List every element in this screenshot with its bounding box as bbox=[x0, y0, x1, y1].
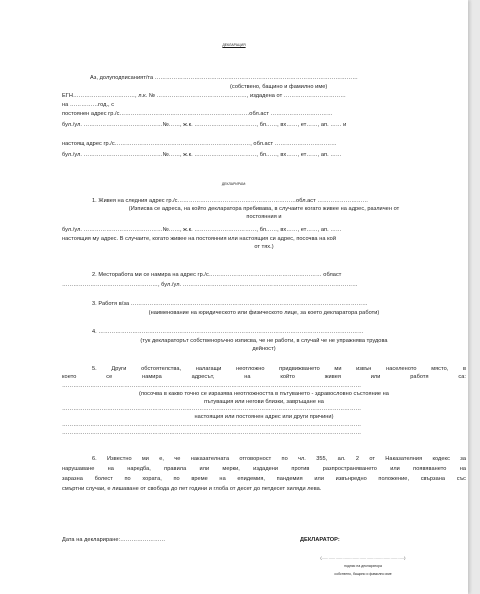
item6-line3: заразна болест по хората, по време на епидемия, пандемия или извънредно положение, свързана със bbox=[62, 476, 466, 482]
item3-employer-line: 3. Работя в/за ……………………………………………………………………………………………………………… bbox=[92, 301, 368, 307]
permanent-street-line: бул./ул. ……………………………………№……, ж.к. ……………………………, бл……, вх……, ет……, ап. …… и bbox=[62, 122, 347, 128]
item2-street-line: ……………………………………………, бул./ул. ………………………………………………………………………………… bbox=[62, 282, 358, 288]
item3-caption: (наименование на юридическото или физическото лице, за което декларатора работи) bbox=[148, 310, 380, 316]
item4-line: 4. …………………………………………………………………………………………………………………………… bbox=[92, 329, 364, 335]
item1-address-line: 1. Живея на следния адрес гр./с………………………………………………………обл.аст ……………………… bbox=[92, 198, 369, 204]
item1-street-line: бул./ул. ……………………………………№……, ж.к. ……………………………, бл……, вх……, ет……, ап. …… bbox=[62, 227, 342, 233]
declarant-name-caption: (собствено, бащино и фамилно име) bbox=[230, 84, 328, 90]
item5-dots3: …………………………………………………………………………………………………………………………………………… bbox=[62, 422, 362, 428]
current-street-line: бул./ул. ……………………………………№……, ж.к. ……………………………, бл……, вх……, ет……, ап. …… bbox=[62, 152, 342, 158]
document-title: ДЕКЛАРАЦИЯ bbox=[222, 43, 246, 47]
signature-caption-1: подпис на декларатора bbox=[344, 564, 382, 568]
signature-caption-2: собствено, бащино и фамилно име bbox=[334, 572, 392, 576]
item5-dots2: …………………………………………………………………………………………………………………………………………… bbox=[62, 406, 362, 412]
item5-caption-line2: пътуващия или негови близки, завръщане на bbox=[204, 399, 324, 405]
item4-caption-line1: (тук деклараторът собственоръчно изписва, че не работи, в случай че не упражнява трудова bbox=[140, 338, 388, 344]
item5-dots4: …………………………………………………………………………………………………………………………………………… bbox=[62, 430, 362, 436]
item1-note-line1: (Изписва се адреса, на който декларатора пребивава, в случаите когато живее на адрес, различен от bbox=[128, 206, 400, 212]
signature-line: (………………………………………………………………) bbox=[320, 556, 406, 560]
item6-line2: нарушаване на наредба, правила или мерки, издадени против разпространяването или появяването на bbox=[62, 466, 466, 472]
item6-line1: 6. Известно ми е, че наказателната отговорност по чл. 355, ал. 2 от Наказателния кодекс за bbox=[92, 456, 466, 462]
item1-note-line2: постоянния и bbox=[246, 214, 282, 220]
item2-workplace-line: 2. Месторабота ми се намира на адрес гр./с…………………………………………………… област bbox=[92, 272, 342, 278]
declaration-date: Дата на деклариране:…………………… bbox=[62, 537, 166, 543]
permanent-address-line: постоянен адрес гр./с……………………………………………………………обл.аст …………………………… bbox=[62, 111, 333, 117]
current-address-line: настоящ адрес гр./с………………………………………………………………, обл.аст …………………………… bbox=[62, 141, 337, 147]
item5-dots1: …………………………………………………………………………………………………………………………………………… bbox=[62, 383, 362, 389]
item1-note-line4: от тях.) bbox=[254, 244, 274, 250]
item1-note-line3: настоящия му адрес. В случаите, когато живее на постоянния или настоящия си адрес, посочва на кой bbox=[62, 236, 336, 242]
item4-caption-line2: дейност) bbox=[252, 346, 276, 352]
issued-date-line: на ……………год., с bbox=[62, 102, 115, 108]
item5-caption-line1: (посочва в какво точно се изразява неотложността в пътуването - здравословно състояние на bbox=[139, 391, 389, 397]
item5-caption-line3: настоящия или постоянен адрес или други причини) bbox=[194, 414, 334, 420]
egn-line: ЕГН……………………………, л.к. № …………………………………………, издадена от …………………………… bbox=[62, 93, 346, 99]
declarant-name-line: Аз, долуподписаният/та ……………………………………………………………………………………………… bbox=[90, 75, 358, 81]
item6-line4: смъртни случаи, е лишаване от свобода до пет години и глоба от десет до петдесет хиляди лева. bbox=[62, 486, 322, 492]
declarator-label: ДЕКЛАРАТОР: bbox=[300, 537, 340, 543]
declare-heading: ДЕКЛАРИРАМ: bbox=[221, 182, 247, 186]
item5-line2: което се намира адресът, на който живея или работя са: bbox=[62, 374, 466, 380]
item5-line1: 5. Други обстоятелства, налагащи неотложно придвижването ми извън населеното място, в bbox=[92, 366, 466, 372]
